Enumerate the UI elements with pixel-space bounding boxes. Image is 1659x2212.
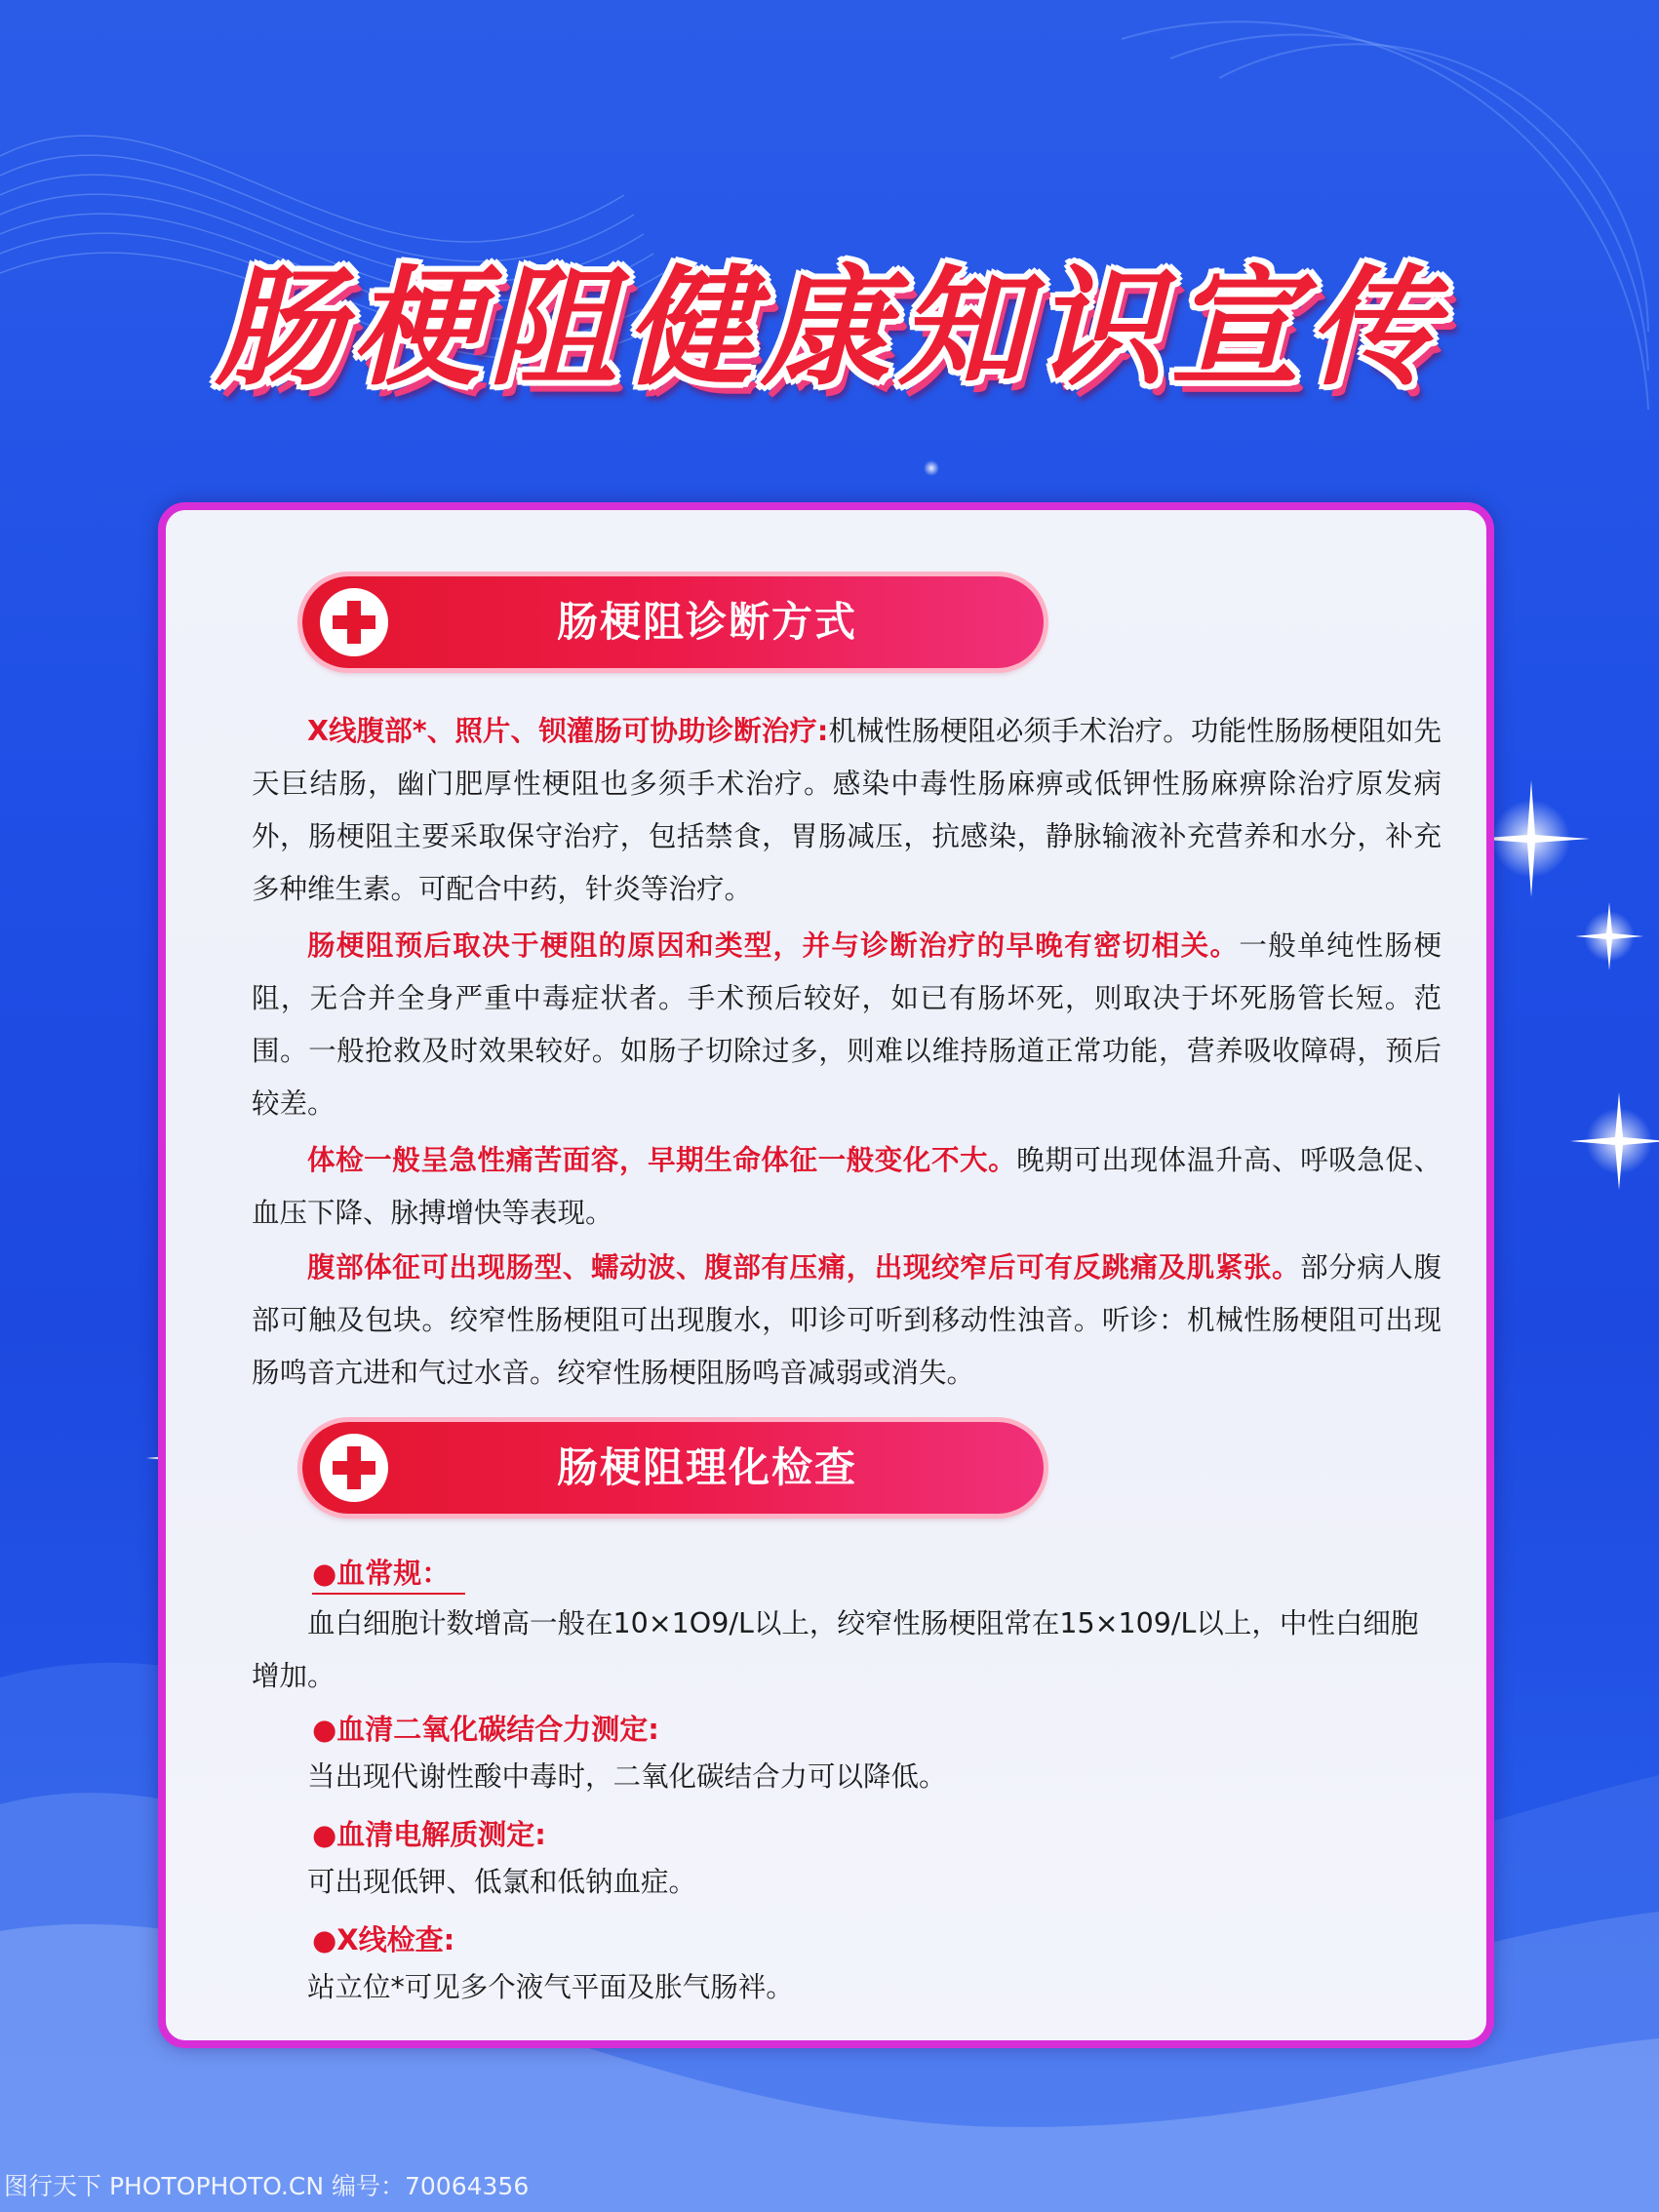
lab-item-title: ●血常规： bbox=[312, 1554, 465, 1595]
highlight-text: 肠梗阻预后取决于梗阻的原因和类型，并与诊断治疗的早晚有密切相关。 bbox=[307, 929, 1240, 962]
red-cross-icon bbox=[320, 588, 388, 656]
paragraph bbox=[252, 1134, 1442, 1240]
poster-title: 肠梗阻健康知识宣传 bbox=[215, 253, 1444, 404]
section-header-diagnosis bbox=[302, 576, 1044, 668]
lab-item-title: ●X线检查: bbox=[312, 1923, 455, 1956]
section-title: 肠梗阻诊断方式 bbox=[556, 598, 857, 646]
body-text: 部分病人腹部可触及包块。绞窄性肠梗阻可出现腹水，叩诊可听到移动性浊音。听诊：机械性肠梗阻可出现肠鸣音亢进和气过水音。绞窄性肠梗阻肠鸣音减弱或消失。 bbox=[252, 1251, 1442, 1389]
body-text: 机械性肠梗阻必须手术治疗。功能性肠肠梗阻如先天巨结肠，幽门肥厚性梗阻也多须手术治疗。感染中毒性肠麻痹或低钾性肠麻痹除治疗原发病外，肠梗阻主要采取保守治疗，包括禁食，胃肠减压，抗感染，静脉输液补充营养和水分，补充多种维生素。可配合中药，针炎等治疗。 bbox=[252, 715, 1442, 905]
highlight-text: 体检一般呈急性痛苦面容，早期生命体征一般变化不大。 bbox=[307, 1144, 1017, 1176]
section-title: 肠梗阻理化检查 bbox=[556, 1443, 857, 1491]
body-text: 晚期可出现体温升高、呼吸急促、血压下降、脉搏增快等表现。 bbox=[252, 1144, 1442, 1229]
content-card bbox=[158, 502, 1494, 2048]
lab-item-title: ●血清二氧化碳结合力测定: bbox=[312, 1713, 659, 1746]
section-header-lab-tests bbox=[302, 1422, 1044, 1514]
lab-item-body: 站立位*可见多个液气平面及胀气肠袢。 bbox=[307, 1971, 794, 2003]
highlight-text: 腹部体征可出现肠型、蠕动波、腹部有压痛，出现绞窄后可有反跳痛及肌紧张。 bbox=[307, 1251, 1301, 1284]
red-cross-icon bbox=[320, 1434, 388, 1502]
watermark: 图行天下 PHOTOPHOTO.CN 编号：70064356 bbox=[4, 2172, 530, 2200]
paragraph bbox=[252, 705, 1442, 916]
highlight-text: X线腹部*、照片、钡灌肠可协助诊断治疗: bbox=[307, 715, 829, 747]
paragraph bbox=[252, 1242, 1442, 1400]
lab-item-body: 可出现低钾、低氯和低钠血症。 bbox=[307, 1866, 697, 1898]
paragraph bbox=[252, 920, 1442, 1130]
lab-item-body: 血白细胞计数增高一般在10×1O9/L以上，绞窄性肠梗阻常在15×109/L以上，中性白细胞增加。 bbox=[252, 1607, 1419, 1692]
lab-item-body: 当出现代谢性酸中毒时，二氧化碳结合力可以降低。 bbox=[307, 1760, 947, 1793]
body-text: 一般单纯性肠梗阻，无合并全身严重中毒症状者。手术预后较好，如已有肠坏死，则取决于坏死肠管长短。范围。一般抢救及时效果较好。如肠子切除过多，则难以维持肠道正常功能，营养吸收障碍，预后较差。 bbox=[252, 929, 1442, 1120]
lab-item-title: ●血清电解质测定: bbox=[312, 1818, 546, 1851]
